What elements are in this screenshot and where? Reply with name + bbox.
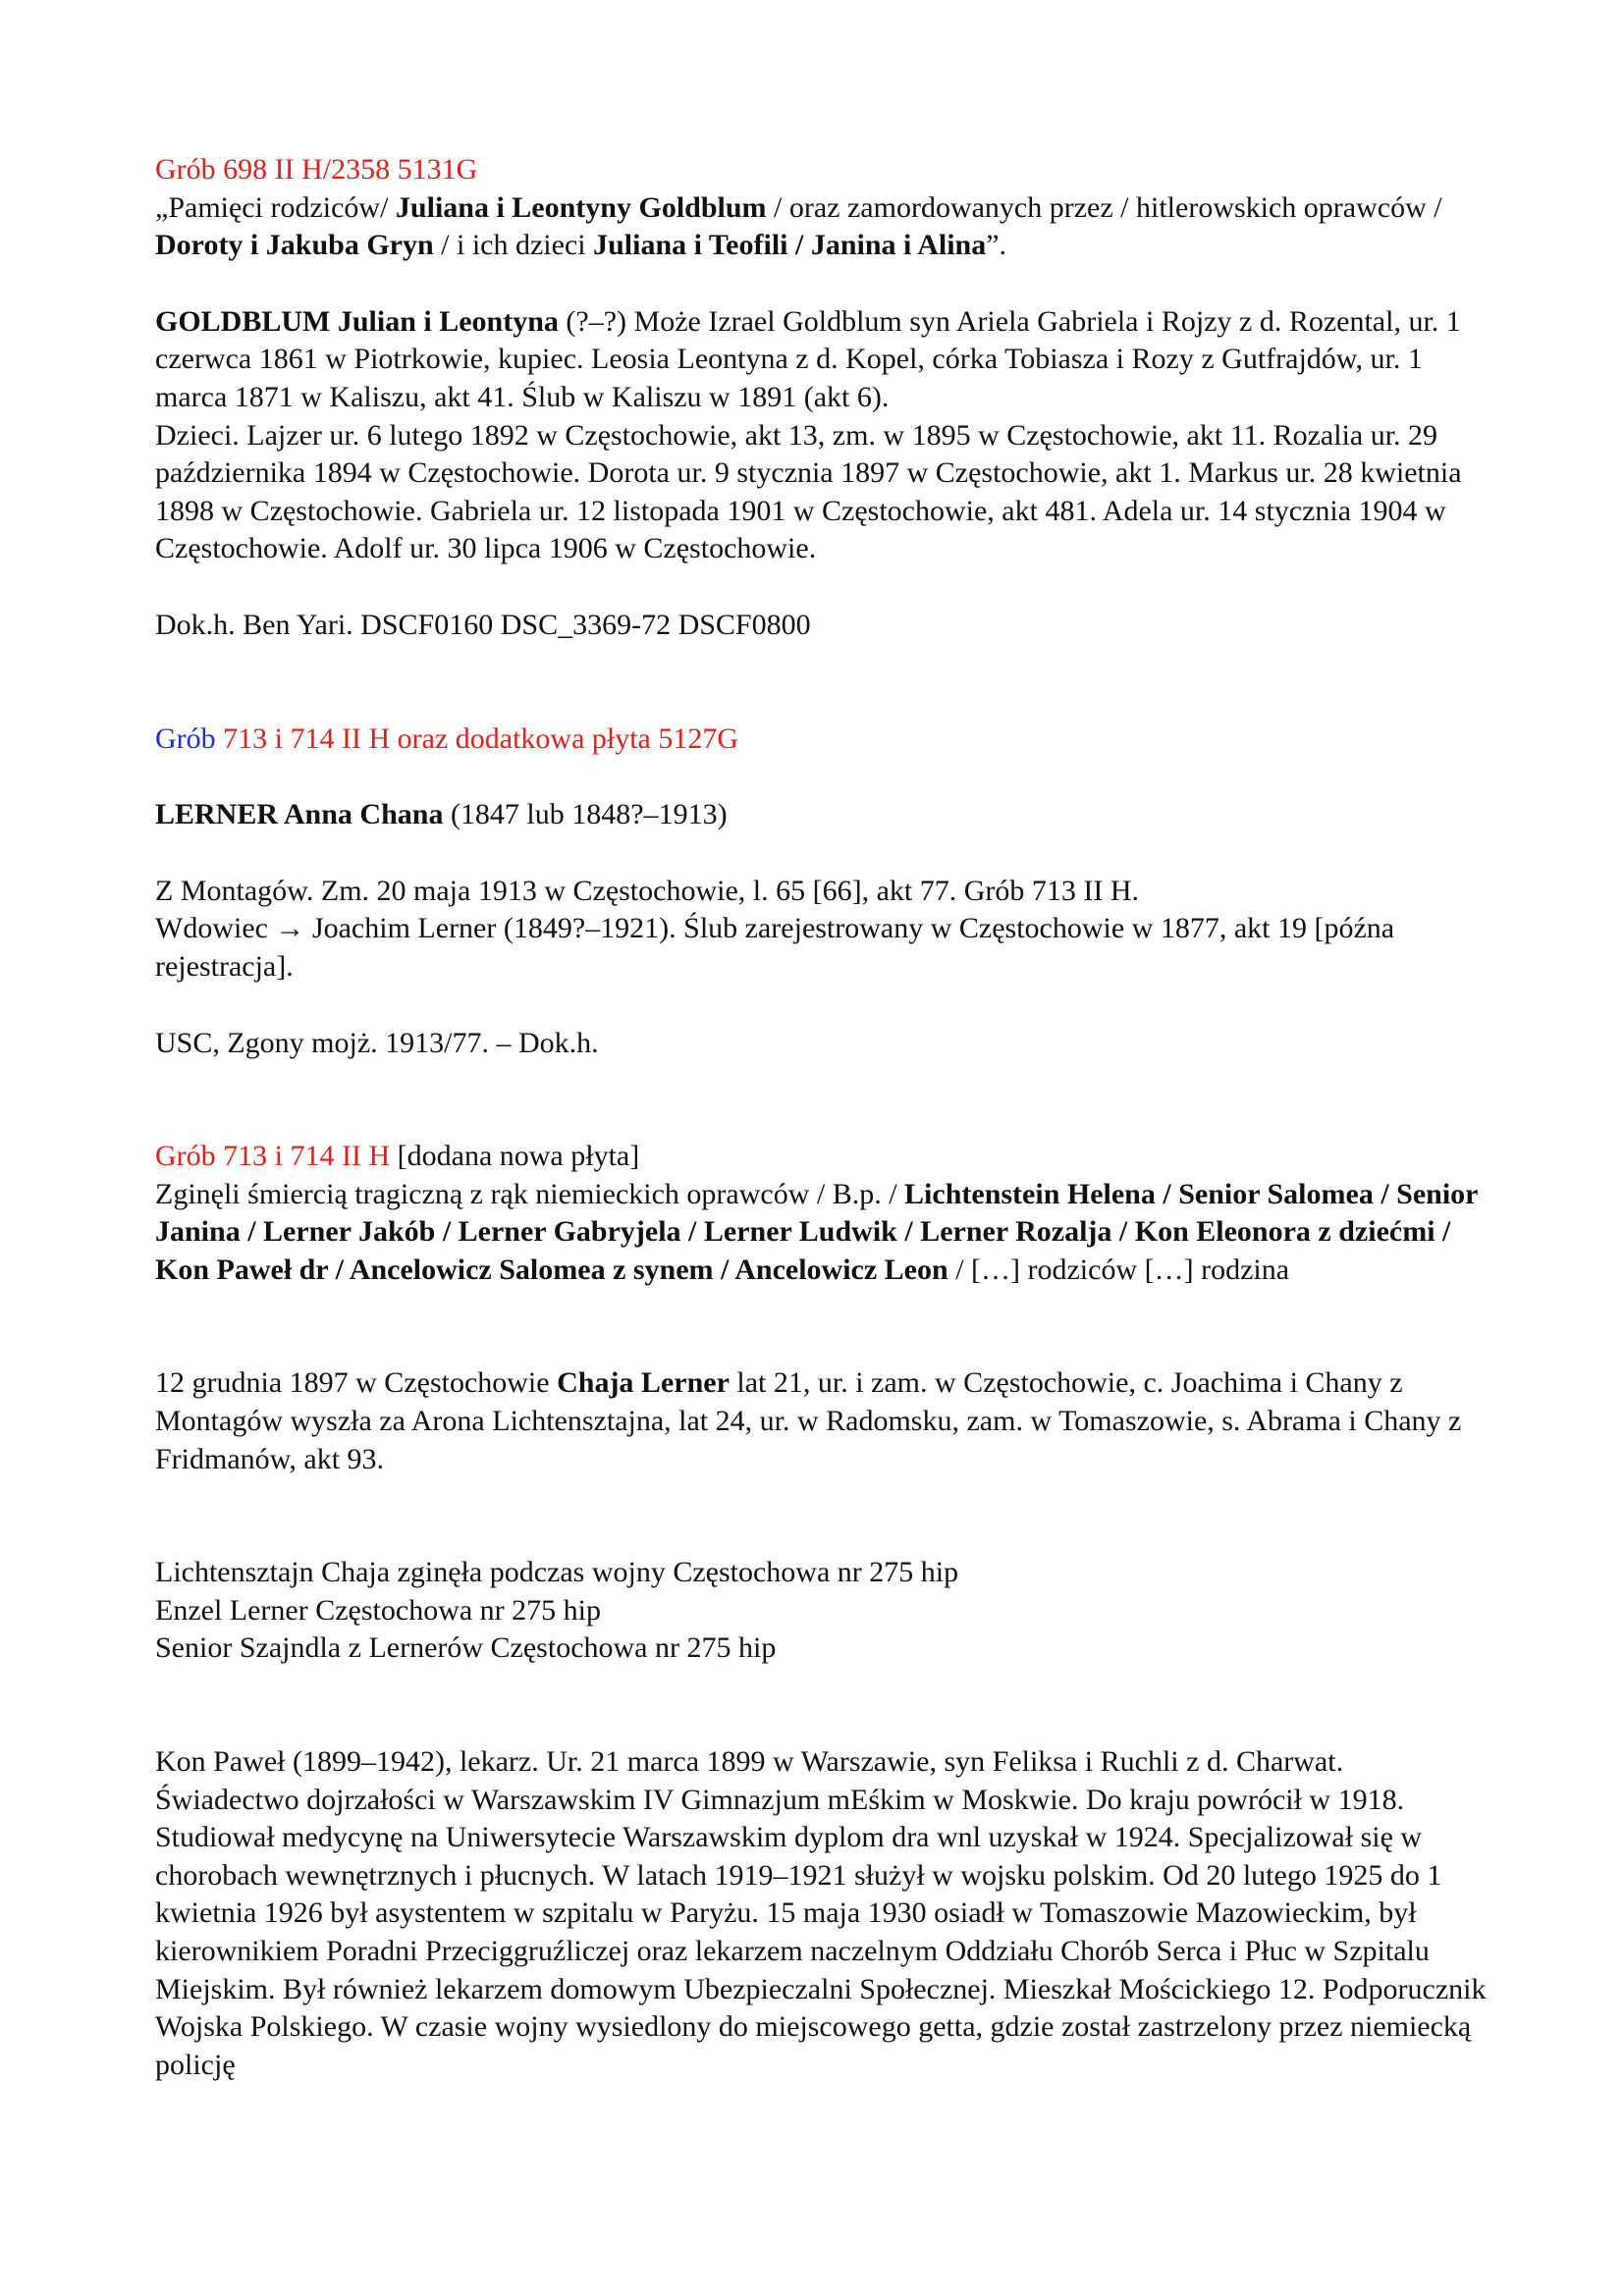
- inscription-goldblum: „Pamięci rodziców/ Juliana i Leontyny Goldblum / oraz zamordowanych przez / hitlerowskich oprawców / Doroty i Jakuba Gryn / i ich dzieci Juliana i Teofili / Janina i Alina”.: [155, 190, 1442, 262]
- lerner-anna-line1: Z Montagów. Zm. 20 maja 1913 w Częstochowie, l. 65 [66], akt 77. Grób 713 II H.: [155, 874, 1140, 907]
- lerner-anna-line2: Wdowiec → Joachim Lerner (1849?–1921). Ślub zarejestrowany w Częstochowie w 1877, akt 19 [późna rejestracja].: [155, 912, 1395, 983]
- grave-heading-713-714-b: Grób 713 i 714 II H [dodana nowa płyta]: [155, 1140, 640, 1173]
- lerner-anna-title: LERNER Anna Chana (1847 lub 1848?–1913): [155, 798, 728, 831]
- victim-line: Enzel Lerner Częstochowa nr 275 hip: [155, 1593, 601, 1627]
- children-goldblum: Dzieci. Lajzer ur. 6 lutego 1892 w Częstochowie, akt 13, zm. w 1895 w Częstochowie, akt 11. Rozalia ur. 29 października 1894 w Częstochowie. Dorota ur. 9 stycznia 1897 w Częstochowie, akt 1. Markus ur. 28 kwietnia 1898 w Częstochowie. Gabriela ur. 12 listopada 1901 w Częstochowie, akt 481. Adela ur. 14 stycznia 1904 w Częstochowie. Adolf ur. 30 lipca 1906 w Częstochowie.: [155, 418, 1462, 565]
- lerner-anna-source: USC, Zgony mojż. 1913/77. – Dok.h.: [155, 1026, 599, 1059]
- victim-line: Senior Szajndla z Lernerów Częstochowa nr 275 hip: [155, 1631, 777, 1665]
- bio-goldblum: GOLDBLUM Julian i Leontyna (?–?) Może Izrael Goldblum syn Ariela Gabriela i Rojzy z d. Rozental, ur. 1 czerwca 1861 w Piotrkowie, kupiec. Leosia Leontyna z d. Kopel, córka Tobiasza i Rozy z Gutfrajdów, ur. 1 marca 1871 w Kaliszu, akt 41. Ślub w Kaliszu w 1891 (akt 6).: [155, 304, 1461, 413]
- bio-kon-pawel: Kon Paweł (1899–1942), lekarz. Ur. 21 marca 1899 w Warszawie, syn Feliksa i Ruchli z d. Charwat. Świadectwo dojrzałości w Warszawskim IV Gimnazjum mEśkim w Moskwie. Do kraju powrócił w 1918. Studiował medycynę na Uniwersytecie Warszawskim dyplom dra wnl uzyskał w 1924. Specjalizował się w chorobach wewnętrznych i płucnych. W latach 1919–1921 służył w wojsku polskim. Od 20 lutego 1925 do 1 kwietnia 1926 był asystentem w szpitalu w Paryżu. 15 maja 1930 osiadł w Tomaszowie Mazowieckim, był kierownikiem Poradni Przeciggruźliczej oraz lekarzem naczelnym Oddziału Chorób Serca i Płuc w Szpitalu Miejskim. Był również lekarzem domowym Ubezpieczalni Społecznej. Mieszkał Mościckiego 12. Podporucznik Wojska Polskiego. W czasie wojny wysiedlony do miejscowego getta, gdzie został zastrzelony przez niemiecką policję: [155, 1745, 1487, 2081]
- marriage-record: 12 grudnia 1897 w Częstochowie Chaja Lerner lat 21, ur. i zam. w Częstochowie, c. Joachima i Chany z Montagów wyszła za Arona Lichtensztajna, lat 24, ur. w Radomsku, zam. w Tomaszowie, s. Abrama i Chany z Fridmanów, akt 93.: [155, 1366, 1462, 1475]
- victim-line: Lichtensztajn Chaja zginęła podczas wojny Częstochowa nr 275 hip: [155, 1556, 959, 1589]
- grave-heading-698: Grób 698 II H/2358 5131G: [155, 153, 478, 186]
- inscription-lerner-family: Zginęli śmiercią tragiczną z rąk niemieckich oprawców / B.p. / Lichtenstein Helena / Senior Salomea / Senior Janina / Lerner Jakób / Lerner Gabryjela / Lerner Ludwik / Lerner Rozalja / Kon Eleonora z dziećmi / Kon Paweł dr / Ancelowicz Salomea z synem / Ancelowicz Leon / […] rodziców […] rodzina: [155, 1177, 1478, 1286]
- docs-goldblum: Dok.h. Ben Yari. DSCF0160 DSC_3369-72 DSCF0800: [155, 608, 811, 641]
- grave-heading-713-714-a: Grób 713 i 714 II H oraz dodatkowa płyta 5127G: [155, 721, 739, 755]
